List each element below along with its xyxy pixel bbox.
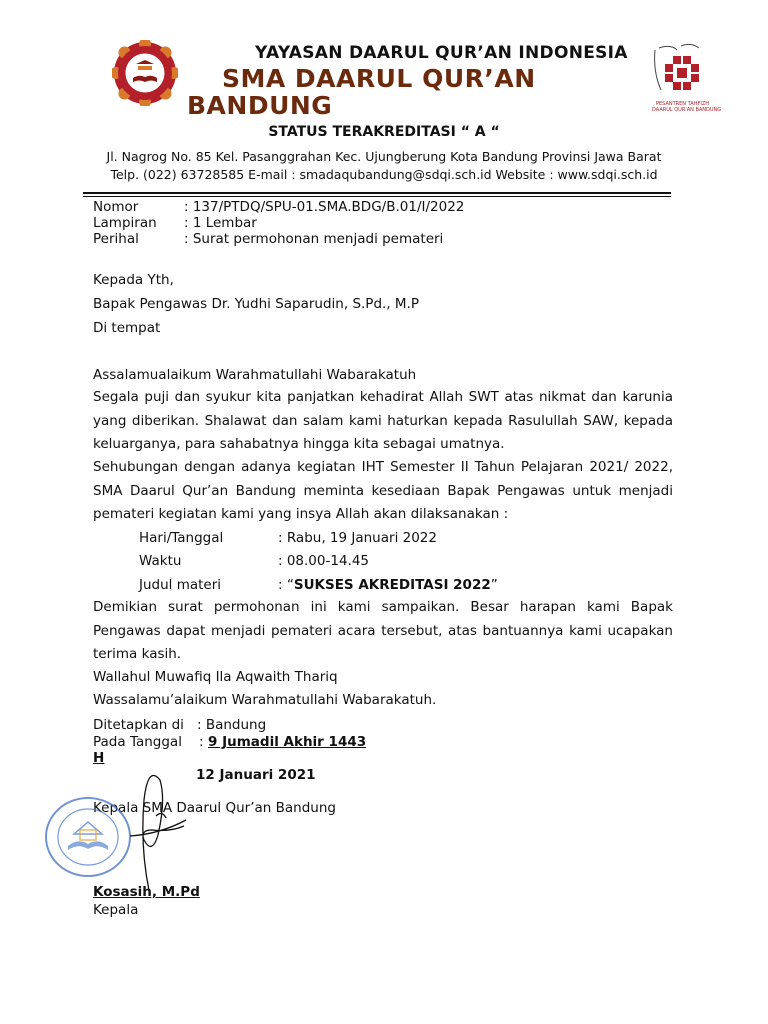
foundation-name: YAYASAN DAARUL QUR’AN INDONESIA [255, 43, 628, 63]
school-address: Jl. Nagrog No. 85 Kel. Pasanggrahan Kec. Ujungberung Kota Bandung Provinsi Jawa Barat [106, 149, 662, 164]
closing-line2: Wassalamu’alaikum Warahmatullahi Wabarakatuh. [93, 692, 437, 708]
judul-label: Judul materi [139, 577, 222, 593]
closing-line1: Wallahul Muwafiq Ila Aqwaith Thariq [93, 669, 338, 685]
ditetapkan-label: Ditetapkan di [93, 717, 184, 733]
school-name-line1: SMA DAARUL QUR’AN [222, 64, 536, 93]
school-name-line2: BANDUNG [187, 91, 333, 120]
right-logo-caption-1: PESANTREN TAHFIZH [656, 101, 710, 107]
perihal-value: : Surat permohonan menjadi pemateri [184, 231, 444, 247]
signatory-position: Kepala SMA Daarul Qur’an Bandung [93, 800, 336, 816]
header-divider-thin [83, 196, 671, 197]
tanggal-label: Pada Tanggal [93, 734, 182, 750]
paragraph-2: Sehubungan dengan adanya kegiatan IHT Semester II Tahun Pelajaran 2021/ 2022, SMA Daarul Qur’an Bandung meminta kesediaan Bapak Pengawas untuk menjadi pemateri kegiatan kami yang insya Allah akan dilaksanakan : [93, 459, 673, 522]
recipient-line1: Kepada Yth, [93, 272, 174, 288]
signatory-title: Kepala [93, 902, 139, 918]
paragraph-3: Demikian surat permohonan ini kami sampaikan. Besar harapan kami Bapak Pengawas dapat menjadi pemateri acara tersebut, atas bantuannya kami ucapakan terima kasih. [93, 599, 673, 662]
greeting: Assalamualaikum Warahmatullahi Wabarakatuh [93, 367, 417, 383]
hijri-date: 9 Jumadil Akhir 1443 [208, 734, 367, 750]
handwritten-signature-icon [100, 760, 210, 900]
lampiran-label: Lampiran [93, 215, 157, 231]
signatory-name: Kosasih, M.Pd [93, 884, 200, 900]
gregorian-date: 12 Januari 2021 [196, 767, 316, 783]
recipient-line3: Di tempat [93, 320, 161, 336]
paragraph-1: Segala puji dan syukur kita panjatkan kehadirat Allah SWT atas nikmat dan karunia yang diberikan. Shalawat dan salam kami haturkan kepada Rasulullah SAW, kepada keluarganya, para sahabatnya hingga kita sebagai umatnya. [93, 389, 673, 452]
header-divider-thick [83, 192, 671, 194]
judul-value-line [278, 577, 498, 593]
judul-prefix: : “ [278, 577, 294, 593]
accreditation-status: STATUS TERAKREDITASI “ A “ [268, 124, 500, 140]
right-logo-caption-2: DAARUL QUR'AN BANDUNG [652, 107, 722, 113]
perihal-label: Perihal [93, 231, 139, 247]
tanggal-colon: : [199, 734, 204, 750]
ditetapkan-value: : Bandung [197, 717, 267, 733]
judul-suffix: ” [490, 577, 498, 593]
school-logo-icon [112, 40, 178, 106]
recipient-line2: Bapak Pengawas Dr. Yudhi Saparudin, S.Pd., M.P [93, 296, 419, 312]
school-contact: Telp. (022) 63728585 E-mail : smadaqubandung@sdqi.sch.id Website : www.sdqi.sch.id [110, 167, 658, 182]
nomor-value: : 137/PTDQ/SPU-01.SMA.BDG/B.01/I/2022 [184, 199, 465, 215]
hari-label: Hari/Tanggal [139, 530, 224, 546]
lampiran-value: : 1 Lembar [184, 215, 257, 231]
hari-value: : Rabu, 19 Januari 2022 [278, 530, 437, 546]
waktu-value: : 08.00-14.45 [278, 553, 370, 569]
nomor-label: Nomor [93, 199, 139, 215]
waktu-label: Waktu [139, 553, 182, 569]
judul-value: SUKSES AKREDITASI 2022 [293, 577, 491, 593]
hijri-suffix: H [93, 750, 105, 766]
